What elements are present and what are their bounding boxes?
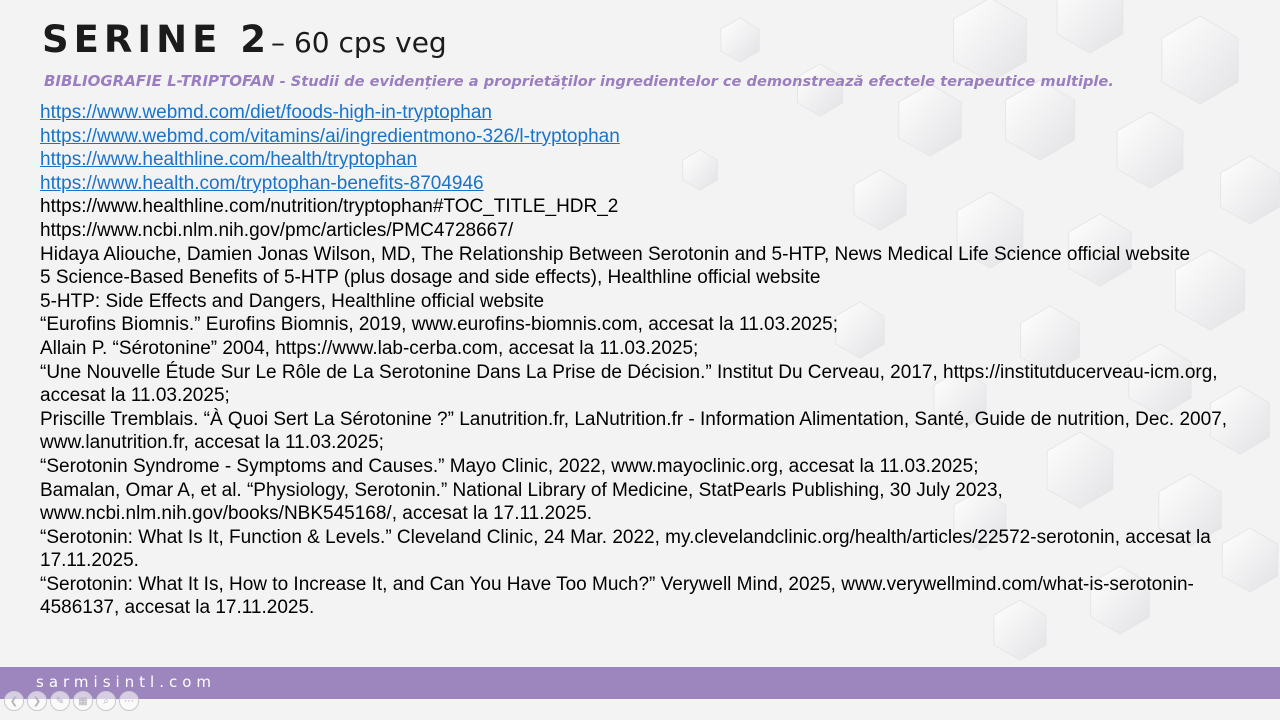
reference-item <box>40 172 1262 196</box>
footer-band <box>0 667 1280 699</box>
previous-icon[interactable]: ❮ <box>4 691 24 711</box>
reference-item: 5-HTP: Side Effects and Dangers, Healthline official website <box>40 290 545 312</box>
reference-link[interactable]: https://www.webmd.com/vitamins/ai/ingredientmono-326/l-tryptophan <box>40 125 620 147</box>
reference-item: 5 Science-Based Benefits of 5-HTP (plus dosage and side effects), Healthline official website <box>40 267 821 289</box>
reference-link[interactable]: https://www.health.com/tryptophan-benefits-8704946 <box>40 172 484 194</box>
reference-item <box>40 101 1262 125</box>
subtitle-lead: BIBLIOGRAFIE L-TRIPTOFAN <box>44 72 275 90</box>
product-name: SERINE 2 <box>42 18 272 61</box>
reference-link[interactable]: https://www.healthline.com/health/tryptophan <box>40 149 418 171</box>
slide-subtitle <box>44 72 1264 90</box>
reference-item: “Eurofins Biomnis.” Eurofins Biomnis, 2019, www.eurofins-biomnis.com, accesat la 11.03.2025; <box>40 314 839 336</box>
slides-icon[interactable]: ▦ <box>73 691 93 711</box>
reference-item <box>40 148 1262 172</box>
zoom-icon[interactable]: ⌕ <box>96 691 116 711</box>
product-format: – 60 cps veg <box>271 26 447 59</box>
reference-item: “Serotonin: What It Is, How to Increase It, and Can You Have Too Much?” Verywell Mind, 2025, www.verywellmind.com/what-is-serotonin-4586137, accesat la 17.11.2025. <box>40 573 1194 619</box>
reference-item <box>40 125 1262 149</box>
subtitle-description: - Studii de evidențiere a proprietăților ingredientelor ce demonstrează efectele terapeutice multiple. <box>274 73 1114 90</box>
reference-item: Bamalan, Omar A, et al. “Physiology, Serotonin.” National Library of Medicine, StatPearls Publishing, 30 July 2023, www.ncbi.nlm.nih.gov/books/NBK545168/, accesat la 17.11.2025. <box>40 479 1003 525</box>
reference-item: “Une Nouvelle Étude Sur Le Rôle de La Serotonine Dans La Prise de Décision.” Institut Du Cerveau, 2017, https://institutducerveau-icm.org, accesat la 11.03.2025; <box>40 361 1218 407</box>
reference-list <box>40 101 1262 663</box>
footer-website: sarmisintl.com <box>36 673 217 691</box>
reference-item: Priscille Tremblais. “À Quoi Sert La Sérotonine ?” Lanutrition.fr, LaNutrition.fr - Information Alimentation, Santé, Guide de nutrition, Dec. 2007, www.lanutrition.fr, accesat la 11.03.2025; <box>40 408 1228 454</box>
reference-link[interactable]: https://www.webmd.com/diet/foods-high-in-tryptophan <box>40 102 492 123</box>
reference-item: Hidaya Aliouche, Damien Jonas Wilson, MD, The Relationship Between Serotonin and 5-HTP, News Medical Life Science official website <box>40 243 1191 265</box>
pen-icon[interactable]: ✎ <box>50 691 70 711</box>
more-icon[interactable]: ⋯ <box>119 691 139 711</box>
reference-item: https://www.healthline.com/nutrition/tryptophan#TOC_TITLE_HDR_2 <box>40 196 619 218</box>
reference-item: https://www.ncbi.nlm.nih.gov/pmc/articles/PMC4728667/ <box>40 219 514 241</box>
reference-item: “Serotonin: What Is It, Function & Levels.” Cleveland Clinic, 24 Mar. 2022, my.clevelandclinic.org/health/articles/22572-serotonin, accesat la 17.11.2025. <box>40 526 1211 572</box>
reference-item: “Serotonin Syndrome - Symptoms and Causes.” Mayo Clinic, 2022, www.mayoclinic.org, accesat la 11.03.2025; <box>40 455 979 477</box>
reference-item: Allain P. “Sérotonine” 2004, https://www.lab-cerba.com, accesat la 11.03.2025; <box>40 337 699 359</box>
slide-title <box>42 18 447 61</box>
next-icon[interactable]: ❯ <box>27 691 47 711</box>
